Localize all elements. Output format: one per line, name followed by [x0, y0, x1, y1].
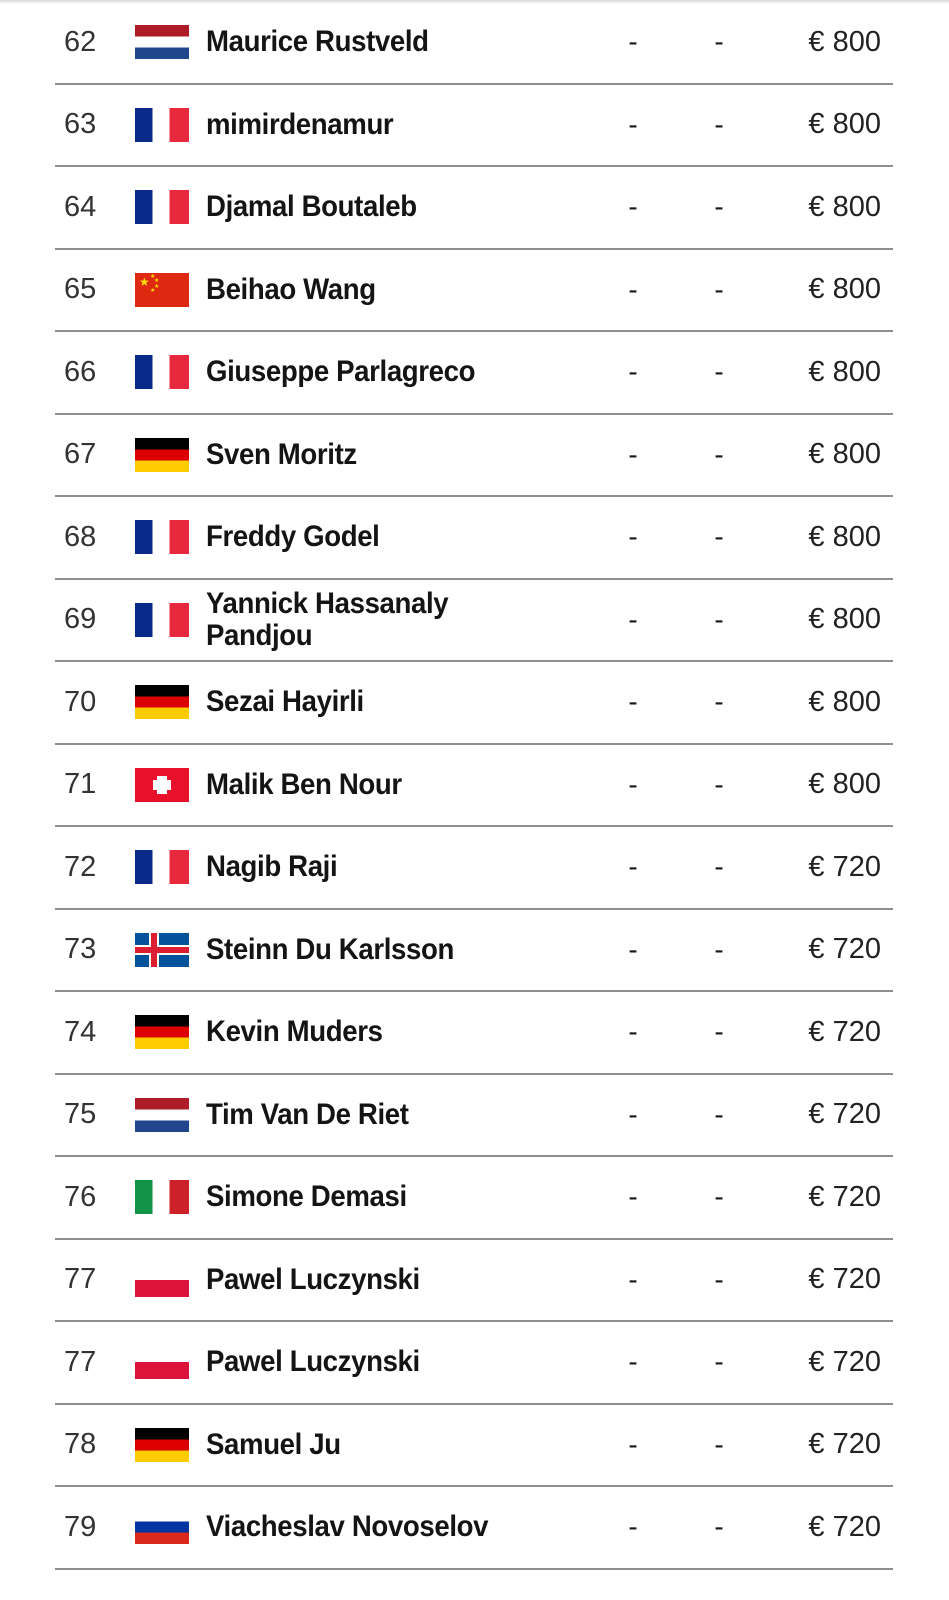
- player-name[interactable]: Malik Ben Nour: [206, 767, 402, 801]
- table-row[interactable]: [55, 2, 893, 85]
- rank-cell: 73: [64, 933, 97, 966]
- player-name[interactable]: Giuseppe Parlagreco: [206, 355, 476, 389]
- stat-cell-1: -: [628, 356, 638, 388]
- star-icon: ★: [154, 277, 160, 284]
- rank-cell: 74: [64, 1015, 97, 1048]
- rank-cell: 66: [64, 355, 97, 388]
- stat-cell-1: -: [628, 851, 638, 883]
- flag-pl-icon: [135, 1345, 189, 1379]
- player-name[interactable]: Tim Van De Riet: [206, 1097, 409, 1131]
- flag-cell: [135, 108, 206, 142]
- player-name[interactable]: Simone Demasi: [206, 1180, 407, 1214]
- table-row[interactable]: [55, 992, 893, 1075]
- rank-cell: 72: [64, 850, 97, 883]
- prize-cell: € 800: [808, 438, 881, 471]
- prize-cell: € 800: [808, 768, 881, 801]
- star-icon: ★: [154, 283, 160, 290]
- table-row[interactable]: [55, 827, 893, 910]
- rank-cell: 69: [64, 603, 97, 636]
- prize-cell: € 800: [808, 190, 881, 223]
- flag-it-icon: [135, 1180, 189, 1214]
- player-name[interactable]: Sezai Hayirli: [206, 685, 364, 719]
- flag-de-icon: [135, 685, 189, 719]
- stat-cell-1: -: [628, 1511, 638, 1543]
- flag-pl-icon: [135, 1263, 189, 1297]
- prize-cell: € 720: [808, 1345, 881, 1378]
- player-name[interactable]: Djamal Boutaleb: [206, 190, 417, 224]
- results-table: [55, 2, 893, 1570]
- stat-cell-2: -: [714, 438, 724, 470]
- stat-cell-1: -: [628, 273, 638, 305]
- flag-fr-icon: [135, 190, 189, 224]
- table-row[interactable]: [55, 415, 893, 498]
- rank-cell: 76: [64, 1180, 97, 1213]
- stat-cell-2: -: [714, 1511, 724, 1543]
- table-row[interactable]: [55, 1487, 893, 1570]
- star-icon: ★: [150, 287, 156, 294]
- cross-stripe: [151, 933, 157, 967]
- stat-cell-1: -: [628, 26, 638, 58]
- player-name[interactable]: Yannick Hassanaly Pandjou: [206, 586, 449, 652]
- stat-cell-2: -: [714, 108, 724, 140]
- prize-cell: € 800: [808, 108, 881, 141]
- stat-cell-2: -: [714, 26, 724, 58]
- rank-cell: 62: [64, 25, 97, 58]
- stat-cell-1: -: [628, 1346, 638, 1378]
- player-name[interactable]: Pawel Luczynski: [206, 1345, 420, 1379]
- prize-cell: € 720: [808, 1428, 881, 1461]
- player-name[interactable]: Sven Moritz: [206, 437, 357, 471]
- flag-cell: [135, 768, 206, 802]
- stat-cell-1: -: [628, 1428, 638, 1460]
- flag-cell: [135, 1345, 206, 1379]
- flag-cell: [135, 520, 206, 554]
- prize-cell: € 800: [808, 273, 881, 306]
- stat-cell-2: -: [714, 1098, 724, 1130]
- player-name[interactable]: mimirdenamur: [206, 107, 394, 141]
- flag-nl-icon: [135, 25, 189, 59]
- flag-cell: [135, 1263, 206, 1297]
- stat-cell-1: -: [628, 768, 638, 800]
- prize-cell: € 720: [808, 1180, 881, 1213]
- table-row[interactable]: [55, 497, 893, 580]
- flag-cell: [135, 190, 206, 224]
- stat-cell-1: -: [628, 933, 638, 965]
- prize-cell: € 800: [808, 685, 881, 718]
- rank-cell: 71: [64, 768, 97, 801]
- star-icon: ★: [139, 274, 150, 289]
- stat-cell-2: -: [714, 603, 724, 635]
- flag-cell: [135, 850, 206, 884]
- flag-cell: [135, 1510, 206, 1544]
- stat-cell-2: -: [714, 273, 724, 305]
- flag-cell: [135, 438, 206, 472]
- stat-cell-2: -: [714, 933, 724, 965]
- player-name[interactable]: Maurice Rustveld: [206, 25, 429, 59]
- prize-cell: € 720: [808, 1098, 881, 1131]
- player-name[interactable]: Nagib Raji: [206, 850, 338, 884]
- flag-cn-icon: [135, 273, 189, 307]
- flag-is-icon: [135, 933, 189, 967]
- flag-ru-icon: [135, 1510, 189, 1544]
- flag-cell: [135, 1428, 206, 1462]
- stat-cell-1: -: [628, 108, 638, 140]
- flag-nl-icon: [135, 1098, 189, 1132]
- table-row[interactable]: [55, 580, 893, 663]
- cross-stripe: [135, 947, 189, 953]
- stat-cell-2: -: [714, 1428, 724, 1460]
- stat-cell-1: -: [628, 1181, 638, 1213]
- stat-cell-2: -: [714, 1346, 724, 1378]
- stat-cell-2: -: [714, 521, 724, 553]
- table-row[interactable]: [55, 1405, 893, 1488]
- player-name[interactable]: Viacheslav Novoselov: [206, 1510, 489, 1544]
- player-name[interactable]: Kevin Muders: [206, 1015, 383, 1049]
- stat-cell-2: -: [714, 851, 724, 883]
- flag-fr-icon: [135, 850, 189, 884]
- table-row[interactable]: [55, 332, 893, 415]
- player-name[interactable]: Beihao Wang: [206, 272, 376, 306]
- flag-fr-icon: [135, 520, 189, 554]
- stat-cell-1: -: [628, 603, 638, 635]
- stat-cell-1: -: [628, 686, 638, 718]
- flag-ch-icon: [135, 768, 189, 802]
- prize-cell: € 720: [808, 850, 881, 883]
- flag-fr-icon: [135, 355, 189, 389]
- player-name[interactable]: Samuel Ju: [206, 1427, 341, 1461]
- table-row[interactable]: [55, 745, 893, 828]
- flag-de-icon: [135, 1428, 189, 1462]
- stat-cell-2: -: [714, 356, 724, 388]
- prize-cell: € 720: [808, 933, 881, 966]
- flag-fr-icon: [135, 603, 189, 637]
- stat-cell-1: -: [628, 191, 638, 223]
- table-row[interactable]: [55, 250, 893, 333]
- rank-cell: 63: [64, 108, 97, 141]
- prize-cell: € 720: [808, 1015, 881, 1048]
- prize-cell: € 800: [808, 603, 881, 636]
- star-icon: ★: [150, 273, 156, 280]
- flag-cell: [135, 1098, 206, 1132]
- flag-cell: [135, 685, 206, 719]
- stat-cell-1: -: [628, 521, 638, 553]
- table-row[interactable]: [55, 662, 893, 745]
- flag-cell: [135, 1180, 206, 1214]
- rank-cell: 79: [64, 1510, 97, 1543]
- rank-cell: 78: [64, 1428, 97, 1461]
- stat-cell-2: -: [714, 768, 724, 800]
- stat-cell-2: -: [714, 686, 724, 718]
- player-name[interactable]: Pawel Luczynski: [206, 1262, 420, 1296]
- table-row[interactable]: [55, 1240, 893, 1323]
- player-name[interactable]: Freddy Godel: [206, 520, 380, 554]
- rank-cell: 70: [64, 685, 97, 718]
- table-row[interactable]: [55, 1322, 893, 1405]
- stat-cell-2: -: [714, 1016, 724, 1048]
- table-row[interactable]: [55, 1157, 893, 1240]
- flag-cell: [135, 933, 206, 967]
- table-row[interactable]: [55, 910, 893, 993]
- stat-cell-1: -: [628, 1098, 638, 1130]
- stat-cell-1: -: [628, 1263, 638, 1295]
- table-row[interactable]: [55, 85, 893, 168]
- flag-de-icon: [135, 438, 189, 472]
- stat-cell-2: -: [714, 1263, 724, 1295]
- rank-cell: 64: [64, 190, 97, 223]
- rank-cell: 67: [64, 438, 97, 471]
- flag-cell: [135, 25, 206, 59]
- prize-cell: € 720: [808, 1510, 881, 1543]
- player-name[interactable]: Steinn Du Karlsson: [206, 932, 454, 966]
- rank-cell: 75: [64, 1098, 97, 1131]
- stat-cell-1: -: [628, 438, 638, 470]
- flag-fr-icon: [135, 108, 189, 142]
- flag-cell: [135, 603, 206, 637]
- rank-cell: 68: [64, 520, 97, 553]
- flag-cell: [135, 1015, 206, 1049]
- rank-cell: 65: [64, 273, 97, 306]
- table-row[interactable]: [55, 1075, 893, 1158]
- stat-cell-1: -: [628, 1016, 638, 1048]
- flag-de-icon: [135, 1015, 189, 1049]
- prize-cell: € 800: [808, 25, 881, 58]
- prize-cell: € 800: [808, 520, 881, 553]
- rank-cell: 77: [64, 1345, 97, 1378]
- flag-cell: [135, 273, 206, 307]
- stat-cell-2: -: [714, 1181, 724, 1213]
- table-row[interactable]: [55, 167, 893, 250]
- stat-cell-2: -: [714, 191, 724, 223]
- rank-cell: 77: [64, 1263, 97, 1296]
- prize-cell: € 800: [808, 355, 881, 388]
- prize-cell: € 720: [808, 1263, 881, 1296]
- flag-cell: [135, 355, 206, 389]
